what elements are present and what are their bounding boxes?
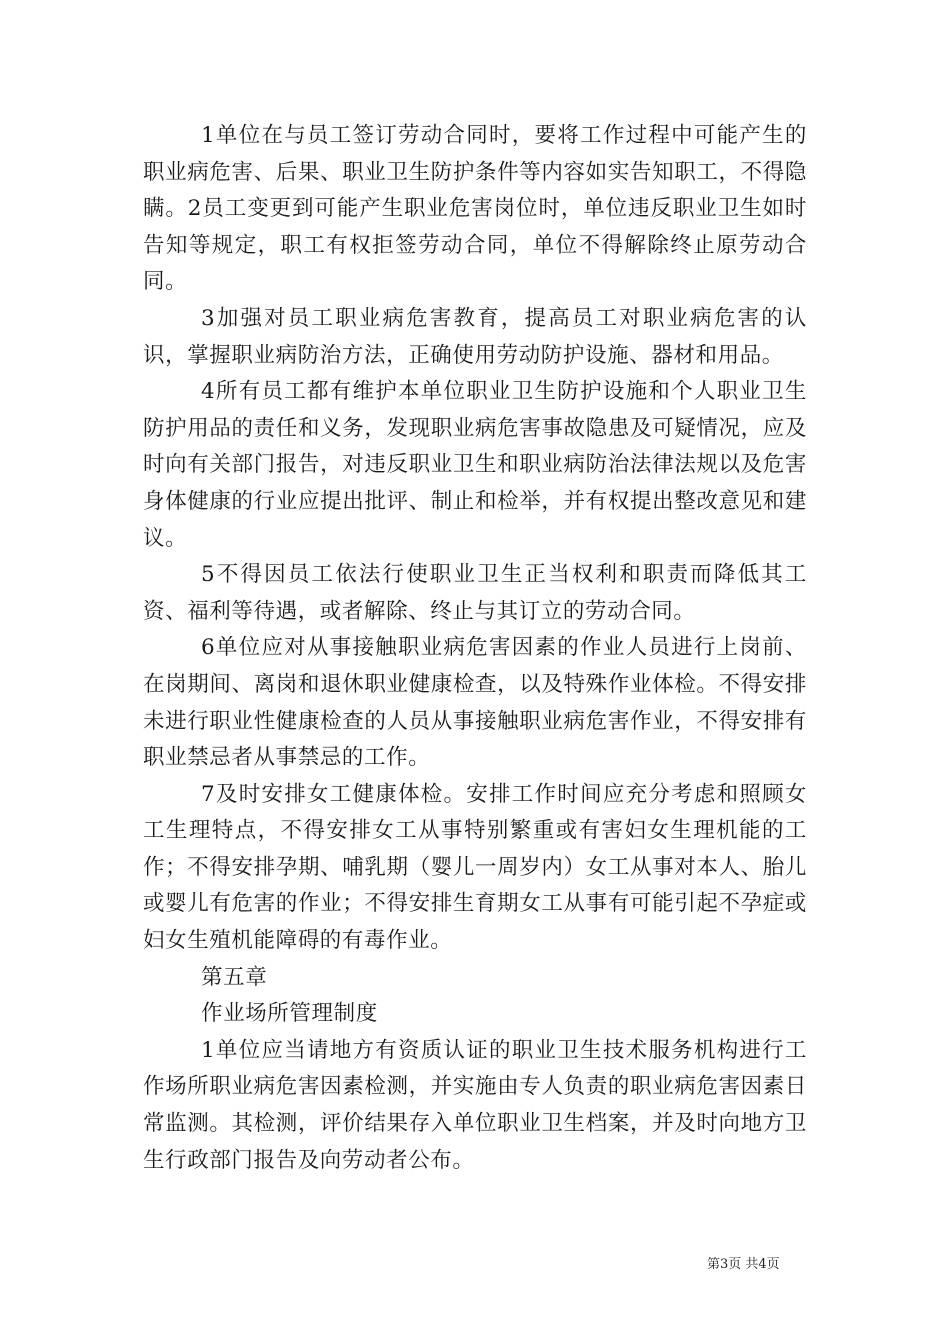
page-indicator: 第3页 共4页: [707, 1257, 780, 1272]
paragraph-3: 3加强对员工职业病危害教育，提高员工对职业病危害的认识，掌握职业病防治方法，正确使用劳动防护设施、器材和用品。: [143, 305, 807, 368]
paragraph-5: 5不得因员工依法行使职业卫生正当权利和职责而降低其工资、福利等待遇，或者解除、终止与其订立的劳动合同。: [143, 562, 807, 624]
paragraph-4: 4所有员工都有维护本单位职业卫生防护设施和个人职业卫生防护用品的责任和义务，发现职业病危害事故隐患及可疑情况，应及时向有关部门报告，对违反职业卫生和职业病防治法律法规以及危害身体健康的行业应提出批评、制止和检举，并有权提出整改意见和建议。: [143, 379, 807, 551]
document-body: [143, 118, 807, 1179]
paragraph-6: 6单位应对从事接触职业病危害因素的作业人员进行上岗前、在岗期间、离岗和退休职业健康检查，以及特殊作业体检。不得安排未进行职业性健康检查的人员从事接触职业病危害作业，不得安排有职业禁忌者从事禁忌的工作。: [143, 635, 807, 771]
chapter-title: 作业场所管理制度: [201, 1001, 378, 1027]
chapter-label: 第五章: [201, 964, 268, 990]
paragraph-7: 7及时安排女工健康体检。安排工作时间应充分考虑和照顾女工生理特点，不得安排女工从事特别繁重或有害妇女生理机能的工作；不得安排孕期、哺乳期（婴儿一周岁内）女工从事对本人、胎儿或婴儿有危害的作业；不得安排生育期女工从事有可能引起不孕症或妇女生殖机能障碍的有毒作业。: [143, 781, 807, 954]
chapter-paragraph-1: 1单位应当请地方有资质认证的职业卫生技术服务机构进行工作场所职业病危害因素检测，并实施由专人负责的职业病危害因素日常监测。其检测，评价结果存入单位职业卫生档案，并及时向地方卫生行政部门报告及向劳动者公布。: [143, 1037, 807, 1173]
paragraph-1: 1单位在与员工签订劳动合同时，要将工作过程中可能产生的职业病危害、后果、职业卫生防护条件等内容如实告知职工，不得隐瞒。2员工变更到可能产生职业危害岗位时，单位违反职业卫生如时告知等规定，职工有权拒签劳动合同，单位不得解除终止原劳动合同。: [143, 123, 807, 295]
